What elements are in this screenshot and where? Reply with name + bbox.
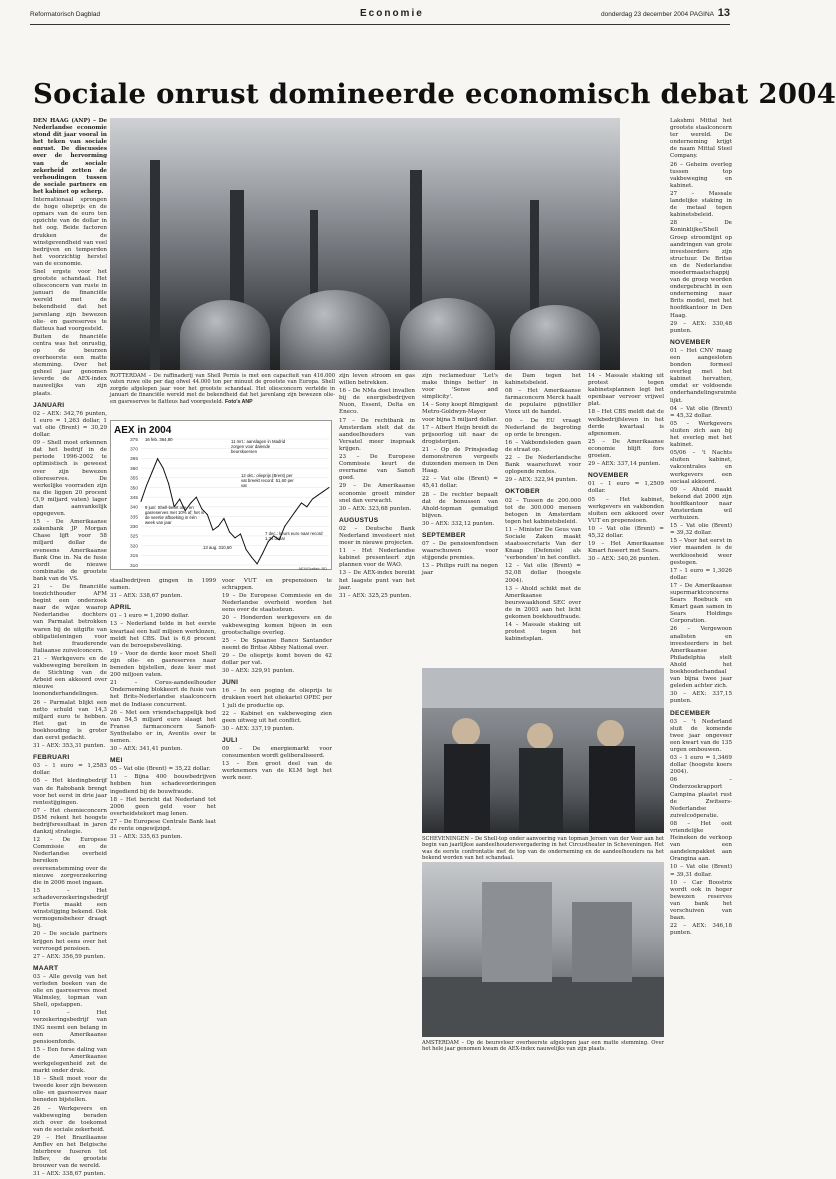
article-column-7 [588, 373, 664, 663]
person-head [597, 720, 624, 747]
timeline-entry: 05/06 – 't Nachts sluiten kabinet, vakcentrales en werkgevers een sociaal akkoord. [670, 450, 732, 485]
month-heading-november: NOVEMBER [670, 338, 711, 346]
chart-annotation: 16 feb. 364,80 [145, 437, 173, 442]
timeline-entry: 01 – 1 euro = 1,2090 dollar. [110, 613, 190, 620]
y-tick-label: 375 [129, 437, 138, 443]
y-tick-label: 360 [129, 466, 138, 472]
timeline-entry: 30 – AEX: 332,12 punten. [422, 520, 495, 527]
timeline-entry: 15 – Voor het eerst in vier maanden is de werkloosheid weer gestegen. [670, 538, 732, 566]
timeline-entry: 09 – Shell moet erkennen dat het bedrijf in de periode 1996-2002 te optimistisch is geweest over zijn bewezen oliereserves. De werkelijke voorraden zijn na die liggen 20 procent (3,9 miljard vaten) lager dan aanvankelijk opgegeven. [33, 440, 107, 518]
month-heading-mei: MEI [110, 757, 123, 765]
timeline-entry: 29 – De Amerikaanse economie groeit minder snel dan verwacht. [339, 483, 415, 504]
month-heading-januari: JANUARI [33, 401, 65, 409]
timeline-entry: 16 – In een poging de olieprijs te drukken voert het oliekartel OPEC per 1 juli de productie op. [222, 688, 332, 709]
storage-tank [280, 290, 390, 370]
timeline-entry: 09 – Ahold maakt bekend dat 2000 zijn hoofdkantoor naar Amsterdam wil verhuizen. [670, 486, 732, 522]
timeline-entry: Lakshmi Mittal het grootste staalconcern ter wereld. De onderneming krijgt de naam Mittal Steel Company. [670, 118, 732, 160]
timeline-entry: 11 – Het Nederlandse kabinet presenteert zijn plannen voor de WAO. [339, 548, 415, 569]
month-heading-juli: JULI [222, 736, 238, 744]
timeline-entry: 13 – Philips ruilt na negen jaar [422, 563, 498, 577]
timeline-entry: 11 – Bijna 400 bouwbedrijven hebben hun schadevorderingen ingediend bij de bouwfraude. [110, 774, 216, 795]
aex-point [268, 541, 269, 542]
y-tick-label: 325 [129, 534, 138, 540]
timeline-entry: 29 – AEX: 330,48 punten. [670, 320, 732, 334]
timeline-entry: 26 – Geheim overleg tussen top vakbeweging en kabinet. [670, 161, 732, 189]
timeline-entry: 03 – Alle gevolg van het verleden boeken van de olie en gasreserves moet Walmsley, topman van Shell, opstappen. [33, 973, 107, 1009]
chart-title: AEX in 2004 [114, 425, 172, 436]
aex-point [168, 483, 169, 484]
photo-credit: Foto's ANP [225, 398, 253, 405]
aex-point [146, 485, 147, 486]
timeline-entry: 02 – Deutsche Bank Nederland investeert niet meer in nieuwe projecten. [339, 525, 415, 547]
timeline-entry: 17 – De rechtbank in Amsterdam stelt dat de aandeelhouders van Versatel meer inspraak krijgen. [339, 417, 415, 452]
timeline-entry: 22 – Kabinet en vakbeweging zien geen uitweg uit het conflict. [222, 710, 332, 724]
month-heading-februari: FEBRUARI [33, 754, 70, 762]
month-heading-december: DECEMBER [670, 709, 711, 717]
y-tick-label: 350 [129, 486, 138, 492]
timeline-entry: 27 – De Europese Centrale Bank laat de rente ongewijzigd. [110, 818, 216, 832]
timeline-entry: 09 – De energiemarkt voor consumenten wordt geliberaliseerd. [222, 745, 332, 760]
timeline-entry: 03 – 1 euro = 1,3469 dollar (hoogste koers 2004). [670, 755, 732, 776]
shell-meeting-caption: SCHEVENINGEN – De Shell-top onder aanvoering van topman Jeroen van der Veer aan het begin van jaarlijkse aandeelhoudersvergadering in het Circustheater in Scheveningen. Het was de eerste confrontatie met de top van de onderneming en de aandeelhouders na het bekend worden van het schandaal. [422, 836, 664, 862]
amsterdam-photo [422, 862, 664, 1037]
article-column-2 [110, 578, 216, 1060]
timeline-entry: 17 – De Amerikaanse supermarktconcerns Sears Roebuck en Kmart gaan samen in Sears Holdings Corporation. [670, 582, 732, 625]
body-paragraph: Buiten de financiële centra was het onrustig, op de beurzen overheerste een matte stemming. Over het geheel jaar genomen leverde de AEX-index nauwelijks van zijn plaats. [33, 333, 107, 397]
timeline-entry: 26 – Werkgevers en vakbeweging beraden zich over de toekomst van de sociale zekerheid. [33, 1105, 107, 1133]
timeline-entry: 30 – AEX: 329,91 punten. [222, 668, 295, 675]
timeline-entry: 28 – De Koninklijke/Shell Groep stroomlijnt op aandringen van grote investeerders zijn structuur. De Britse en de Nederlandse moedermaatschappij van de groep worden ondergebracht in een onderneming naar Brits model, met het hoofdkantoor in Den Haag. [670, 220, 732, 319]
timeline-entry: 30 – AEX: 337,19 punten. [222, 725, 295, 732]
chart-annotation: 13 aug. 310,60 [203, 545, 232, 550]
timeline-entry: voor VUT en prepensioen te schrappen. [222, 578, 332, 592]
aex-point [312, 499, 313, 500]
timeline-entry: staalbedrijven gingen in 1999 samen. [110, 578, 216, 592]
timeline-entry: 21 – Werkgevers en de vakbeweging bereiken in de Stichting van de Arbeid een akkoord over nieuwe loononderhandelingen. [33, 655, 107, 698]
body-paragraph: Snel ergste voor het grootste schandaal. Het oliesconcern van ruste in januari de financiële wereld met de bekendheid dat het jarenlang zijn bewezen olie- en gasreserves te flatteus had voorgesteld. [33, 268, 107, 332]
article-column-1 [33, 118, 109, 1178]
aex-point [317, 495, 318, 496]
storage-tank [180, 300, 270, 370]
y-tick-label: 370 [129, 447, 138, 453]
chart-annotation: 12 okt.: olieprijs (Brent) per vat breekt record: 51,60 per vat [241, 473, 294, 488]
chimney-shape [150, 160, 160, 370]
timeline-entry: 06 – Onderzoekrapport Campina plaatst rust de Zwitsers-Nederlandse zuivelcoöperatie. [670, 777, 732, 819]
storage-tank [510, 305, 600, 370]
timeline-entry: 07 – Het chemieconcern DSM rekent het hoogste bedrijfsresultaat in jaren dankzij strategie. [33, 807, 107, 836]
timeline-entry: 22 – AEX: 346,18 punten. [670, 923, 732, 937]
timeline-entry: 10 – Car Boostrix wordt ook in hoger bewezen reserves van bank het verschuiven van baan. [670, 879, 732, 922]
timeline-entry: 08 – Het ooit vriendelijke Heineken de verkoop van een aandelenpakket aan Orangina aan. [670, 820, 732, 863]
aex-point [306, 506, 307, 507]
aex-point [257, 563, 258, 564]
timeline-entry: 28 – De rechter bepaalt dat de bonussen van Ahold-topman gematigd blijven. [422, 491, 498, 519]
timeline-entry: 29 – AEX: 337,14 punten. [588, 461, 661, 468]
timeline-entry: 03 – 1 euro = 1,2583 dollar. [33, 763, 107, 777]
timeline-entry: 14 – Massale staking uit protest tegen kabinetsplannen legt het openbaar vervoer vrijwel plat. [588, 373, 664, 408]
y-tick-label: 315 [129, 554, 138, 560]
timeline-entry: 15 – Het schadeverzekeringsbedrijf Fortis maakt een winststijging bekend. Ook vermogensbeheer draagt bij. [33, 887, 109, 930]
timeline-entry: 08 – Het Amerikaanse farmaconcern Merck haalt de populaire pijnstiller Vioxx uit de handel. [505, 388, 581, 416]
timeline-entry: 31 – AEX: 338,67 punten. [110, 593, 183, 600]
timeline-entry: 22 – De Nederlandsche Bank waarschuwt voor oplopende rentes. [505, 455, 581, 476]
storage-tank [400, 298, 495, 370]
building-shape [482, 882, 552, 982]
timeline-entry: 19 – Voor de derde keer moet Shell zijn olie- en gasreserves naar beneden bijstellen, deze keer met 200 miljoen vaten. [110, 650, 216, 679]
timeline-entry: 10 – Vat olie (Brent) = 39,31 dollar. [670, 864, 732, 878]
timeline-entry: de Dam tegen het kabinetsbeleid. [505, 373, 581, 387]
shell-meeting-photo [422, 668, 664, 833]
month-heading-november: NOVEMBER [588, 472, 629, 480]
ground-shape [422, 977, 664, 1037]
timeline-entry: 07 – De pensioenfondsen waarschuwen voor stijgende premies. [422, 541, 498, 562]
page-number: 13 [717, 7, 730, 19]
y-tick-label: 365 [129, 457, 138, 463]
aex-chart [110, 420, 332, 570]
timeline-entry: 16 – Vakbondsleden gaan de straat op. [505, 439, 581, 453]
chart-annotation: 11 mrt.: aanslagen in Madrid zorgen voor dalende beurskoersen [231, 439, 286, 454]
timeline-entry: 13 – Een groot deel van de werknemers van de KLM legt het werk neer. [222, 761, 332, 782]
timeline-entry: 15 – Een forse daling van de Amerikaanse werkgelegenheid zet de markt onder druk. [33, 1046, 107, 1075]
timeline-entry: 30 – AEX: 340,26 punten. [588, 556, 661, 563]
aex-point [190, 502, 191, 503]
article-column-8 [670, 118, 737, 1060]
person-head [452, 718, 480, 746]
aex-point [207, 514, 208, 515]
timeline-entry: 11 – Minister De Geus van Sociale Zaken maakt staatssecretaris Van der Knaap (Defensie) als 'verbonden' in het conflict. [505, 526, 581, 562]
month-heading-april: APRIL [110, 604, 132, 612]
timeline-entry: 31 – AEX: 338,67 punten. [33, 1171, 106, 1178]
timeline-entry: 05 – Vat olie (Brent) = 35,22 dollar. [110, 766, 211, 773]
aex-point [284, 526, 285, 527]
timeline-entry: 25 – De Spaanse Banco Santander neemt de Britse Abbey National over. [222, 637, 332, 651]
aex-point [323, 491, 324, 492]
headline: Sociale onrust domineerde economisch debat 2004 [33, 78, 836, 110]
timeline-entry: 12 – Vat olie (Brent) = 52,08 dollar (hoogste 2004). [505, 563, 581, 584]
timeline-entry: 31 – AEX: 325,25 punten. [339, 592, 412, 599]
person-head [527, 723, 553, 749]
month-heading-maart: MAART [33, 964, 59, 972]
aex-point [229, 532, 230, 533]
timeline-entry: 18 – Het bericht dat Nederland tot 2006 geen geld voor het overheidstekort mag lenen. [110, 796, 216, 817]
paper-name: Reformatorisch Dagblad [30, 11, 101, 18]
aex-point [251, 557, 252, 558]
timeline-entry: 01 – Het CNV maag een aangesloten bonden formeel overleg met het kabinet hervatten, omdat er voldoende onderhandelingsruimte lijkt. [670, 347, 737, 404]
chart-annotation: 7 dec.: keurs euro naar record 1,34 dollar [265, 531, 323, 541]
timeline-entry: 26 – Met een vriendschappelijk bod van 54,5 miljard euro slaagt het Franse farmaconcern Sanofi-Synthelabo er in, Aventis over te nemen. [110, 709, 216, 744]
y-tick-label: 340 [129, 505, 138, 511]
timeline-entry: 19 – Het Amerikaanse Kmart fuseert met Sears. [588, 541, 664, 555]
aex-point [163, 468, 164, 469]
timeline-entry: 18 – Shell moet voor de tweede keer zijn bewezen olie- en gasreserves naar beneden bijstellen. [33, 1076, 107, 1104]
timeline-entry: 30 – AEX: 341,41 punten. [110, 746, 183, 753]
header-rule [30, 24, 730, 25]
timeline-entry: 30 – AEX: 323,68 punten. [339, 505, 412, 512]
timeline-entry: 02 – Tussen de 200.000 tot de 300.000 mensen betogen in Amsterdam tegen het kabinetsbeleid. [505, 497, 581, 525]
chart-source: AEX/Grafiek: RD [298, 567, 327, 571]
month-heading-juni: JUNI [222, 679, 239, 687]
timeline-entry: zijn reclameduur 'Let's make things better' in voor 'Sense and simplicity'. [422, 373, 498, 401]
person-body [444, 744, 490, 833]
refinery-photo-caption [110, 373, 335, 405]
timeline-entry: 20 – De sociale partners krijgen het eens over het vervroegd pensioen. [33, 931, 107, 952]
timeline-entry: zijn leven stroom en gas willen betrekken. [339, 373, 415, 387]
aex-point [290, 518, 291, 519]
timeline-entry: 02 – AEX: 342,76 punten, 1 euro = 1,263 dollar, 1 vat olie (Brent) = 30,29 dollar. [33, 410, 107, 439]
aex-point [246, 549, 247, 550]
timeline-entry: 13 – Ahold schikt met de Amerikaanse beurswaakhond SEC over de in 2003 aan het licht gekomen boekhoudfraude. [505, 585, 581, 620]
timeline-entry: 21 – Op de Prinsjesdag demonstreren vergeefs duizenden mensen in Den Haag. [422, 446, 498, 475]
aex-point [218, 526, 219, 527]
issue-date: donderdag 23 december 2004 PAGINA [601, 11, 714, 18]
aex-point [295, 510, 296, 511]
aex-point [141, 501, 142, 502]
timeline-entry: 04 – Vat olie (Brent) = 45,32 dollar. [670, 405, 732, 419]
aex-point [240, 533, 241, 534]
y-tick-label: 320 [129, 544, 138, 550]
timeline-entry: 14 – Sony koopt filmgigant Metro-Goldwyn-Mayer voor bijna 5 miljard dollar. [422, 402, 498, 423]
month-heading-september: SEPTEMBER [422, 531, 466, 539]
timeline-entry: 17 – 1 euro = 1,3026 dollar. [670, 567, 732, 581]
chart-annotation: 9 juni: Shell-beurt olie- en gasreserves met 10% af; het is de veertie afboeking in één week van jaar [145, 505, 204, 525]
person-body [589, 746, 635, 833]
timeline-entry: 17 – Albert Heijn breidt de prijsoorlog uit naar de drogisterijen. [422, 424, 498, 445]
timeline-entry: 14 – Massale staking uit protest tegen het kabinetsplan. [505, 622, 581, 643]
timeline-entry: 12 – De Europese Commissie en de Nederlandse overheid bereiken overeenstemming over de nieuwe zorgverzekering die in 2006 moet ingaan. [33, 837, 107, 886]
timeline-entry: 26 – Parmalat blijkt een netto schuld van 14,3 miljard euro te hebben. Het gat in de boekhouding is groter dan eerst gedacht. [33, 699, 107, 741]
y-tick-label: 355 [129, 476, 138, 482]
timeline-entry: 10 – Vat olie (Brent) = 45,32 dollar. [588, 525, 664, 539]
timeline-entry: 29 – Het Braziliaanse AmBev en het Belgische Interbrew fuseren tot InBev, de grootste brouwer van de wereld. [33, 1134, 107, 1170]
timeline-entry: 16 – De NMa doet invallen bij de energiebedrijven Nuon, Essent, Delta en Eneco. [339, 388, 415, 416]
timeline-entry: 31 – AEX: 335,63 punten. [110, 834, 183, 841]
timeline-entry: 27 – AEX: 356,59 punten. [33, 953, 106, 960]
timeline-entry: 29 – AEX: 322,94 punten. [505, 477, 578, 484]
aex-point [157, 458, 158, 459]
month-heading-augustus: AUGUSTUS [339, 516, 379, 524]
timeline-entry: 29 – De olieprijs komt boven de 42 dollar per vat. [222, 652, 332, 667]
y-tick-label: 335 [129, 515, 138, 521]
aex-point [179, 499, 180, 500]
timeline-entry: 05 – Het kledingbedrijf van de Rabobank brengt voor het eerst in drie jaar rentestijgingen. [33, 778, 107, 806]
backdrop-shape [422, 668, 664, 708]
timeline-entry: 15 – De Amerikaanse zakenbank JP Morgan Chase lijft voor 58 miljard dollar de eveneens Amerikaanse Bank One in. Na de fusie wordt de nieuwe combinatie de grootste bank van de VS. [33, 519, 107, 582]
timeline-entry: 23 – De Europese Commissie keurt de overname van Sanofi goed. [339, 454, 415, 482]
aex-point [212, 530, 213, 531]
timeline-entry: 05 – Het kabinet, werkgevers en vakbonden sluiten een akkoord over VUT en prepensioen. [588, 496, 664, 524]
timeline-entry: 27 – Massale landelijke staking in de metaal tegen kabinetsbeleid. [670, 190, 732, 219]
timeline-entry: 31 – AEX: 353,31 punten. [33, 743, 106, 750]
timeline-entry: 13 – De AEX-index bereikt het laagste punt van het jaar. [339, 570, 415, 591]
amsterdam-caption: AMSTERDAM – Op de beursvloer overheerste afgelopen jaar een matte stemming. Over het hele jaar genomen kwam de AEX-index nauwelijks van zijn plaats. [422, 1040, 664, 1053]
article-column-4 [339, 373, 415, 1060]
person-body [519, 748, 563, 833]
section-name: Economie [360, 8, 424, 19]
timeline-entry: 25 – De Amerikaanse economie blijft fors groeien. [588, 438, 664, 460]
timeline-entry: 10 – Het verzekeringsbedrijf van ING neemt een belang in een Amerikaanse pensioenfonds. [33, 1010, 107, 1045]
aex-point [196, 497, 197, 498]
timeline-entry: 18 – Het CBS meldt dat de welkbedrijfsleven in het derde kwartaal is afgenomen. [588, 409, 664, 437]
article-column-6 [505, 373, 581, 663]
article-column-3 [222, 578, 332, 1060]
y-tick-label: 345 [129, 495, 138, 501]
timeline-entry: 13 – Nederland telde in het eerste kwartaal een half miljoen werklozen, meldt het CBS. Dat is 6,6 procent van de beroepsbevolking. [110, 621, 216, 649]
timeline-entry: 09 – De EU vraagt Nederland de begroting op orde te brengen. [505, 417, 581, 438]
lead-paragraph: DEN HAAG (ANP) – De Nederlandse economie stond dit jaar vooral in het teken van sociale onrust. De discussies over de hervorming van de sociale zekerheid zetten de verhoudingen tussen de sociale partners en het kabinet op scherp. [33, 118, 107, 195]
timeline-entry: 21 – Corus-aandeelhouder Onderneming blokkeert de fusie van het Brits-Nederlandse staalconcern met de Indiase concurrent. [110, 680, 216, 708]
timeline-entry: 05 – Werkgevers sluiten zich aan bij het overleg met het kabinet. [670, 420, 732, 449]
timeline-entry: 01 – 1 euro = 1,2509 dollar. [588, 481, 664, 495]
caption-text: ROTTERDAM – De raffinaderij van Shell Pernis is met een capaciteit van 416.000 vaten ruwe olie per dag ofwel 44.000 ton per minuut de grootste van Europa. Shell zorgde afgelopen jaar voor het grootste schandaal. Het oliesconcern vertelde in januari de financiële wereld met de bekendheid dat het jarenlang zijn bewezen olie- en gasreserves te flatteus had voorgesteld. [110, 373, 335, 405]
aex-point [152, 471, 153, 472]
timeline-entry: 26 – Vergewoon analisten en investeerders in het Amerikaanse Philadelphia stelt Ahold het boekhoudschandaal van bijna twee jaar geleden achter zich. [670, 626, 732, 690]
page-header [0, 0, 738, 72]
timeline-entry: 20 – Honderden werkgevers en de vakbeweging komen bijeen in een grootschalige overleg. [222, 615, 332, 636]
building-shape [572, 902, 632, 982]
aex-point [301, 502, 302, 503]
body-paragraph: Internationaal sprongen de hoge olieprijs en de opmars van de euro ten opzichte van de dollar in het oog. Beide factoren drukken de winstgevendheid van veel bedrijven en temperden het voorzichtig herstel van de economie. [33, 197, 107, 267]
timeline-entry: 30 – AEX: 337,15 punten. [670, 691, 732, 705]
refinery-photo [110, 118, 620, 370]
timeline-entry: 19 – De Europese Commissie en de Nederlandse overheid worden het eens over de staatssteun. [222, 593, 332, 614]
y-tick-label: 330 [129, 525, 138, 531]
timeline-entry: 03 – 't Nederland sluit de komende twee jaar ongeveer een kwart van de 135 urgen ombouwen. [670, 718, 732, 753]
aex-point [235, 537, 236, 538]
timeline-entry: 21 – De financiële toezichthouder AFM begint een onderzoek naar de wijze waarop Nederlandse dochters van Parmalat betrokken waren bij de uitgifte van obligatieleningen voor het frauderende Italiaanse zuivelconcern. [33, 584, 107, 654]
y-tick-label: 310 [129, 563, 138, 569]
month-heading-oktober: OKTOBER [505, 488, 540, 496]
timeline-entry: 22 – Vat olie (Brent) = 45,41 dollar. [422, 476, 498, 490]
aex-point [262, 553, 263, 554]
aex-point [329, 487, 330, 488]
aex-point [223, 518, 224, 519]
aex-chart-svg [111, 421, 333, 571]
timeline-entry: 15 – Vat olie (Brent) = 39,32 dollar. [670, 523, 732, 537]
